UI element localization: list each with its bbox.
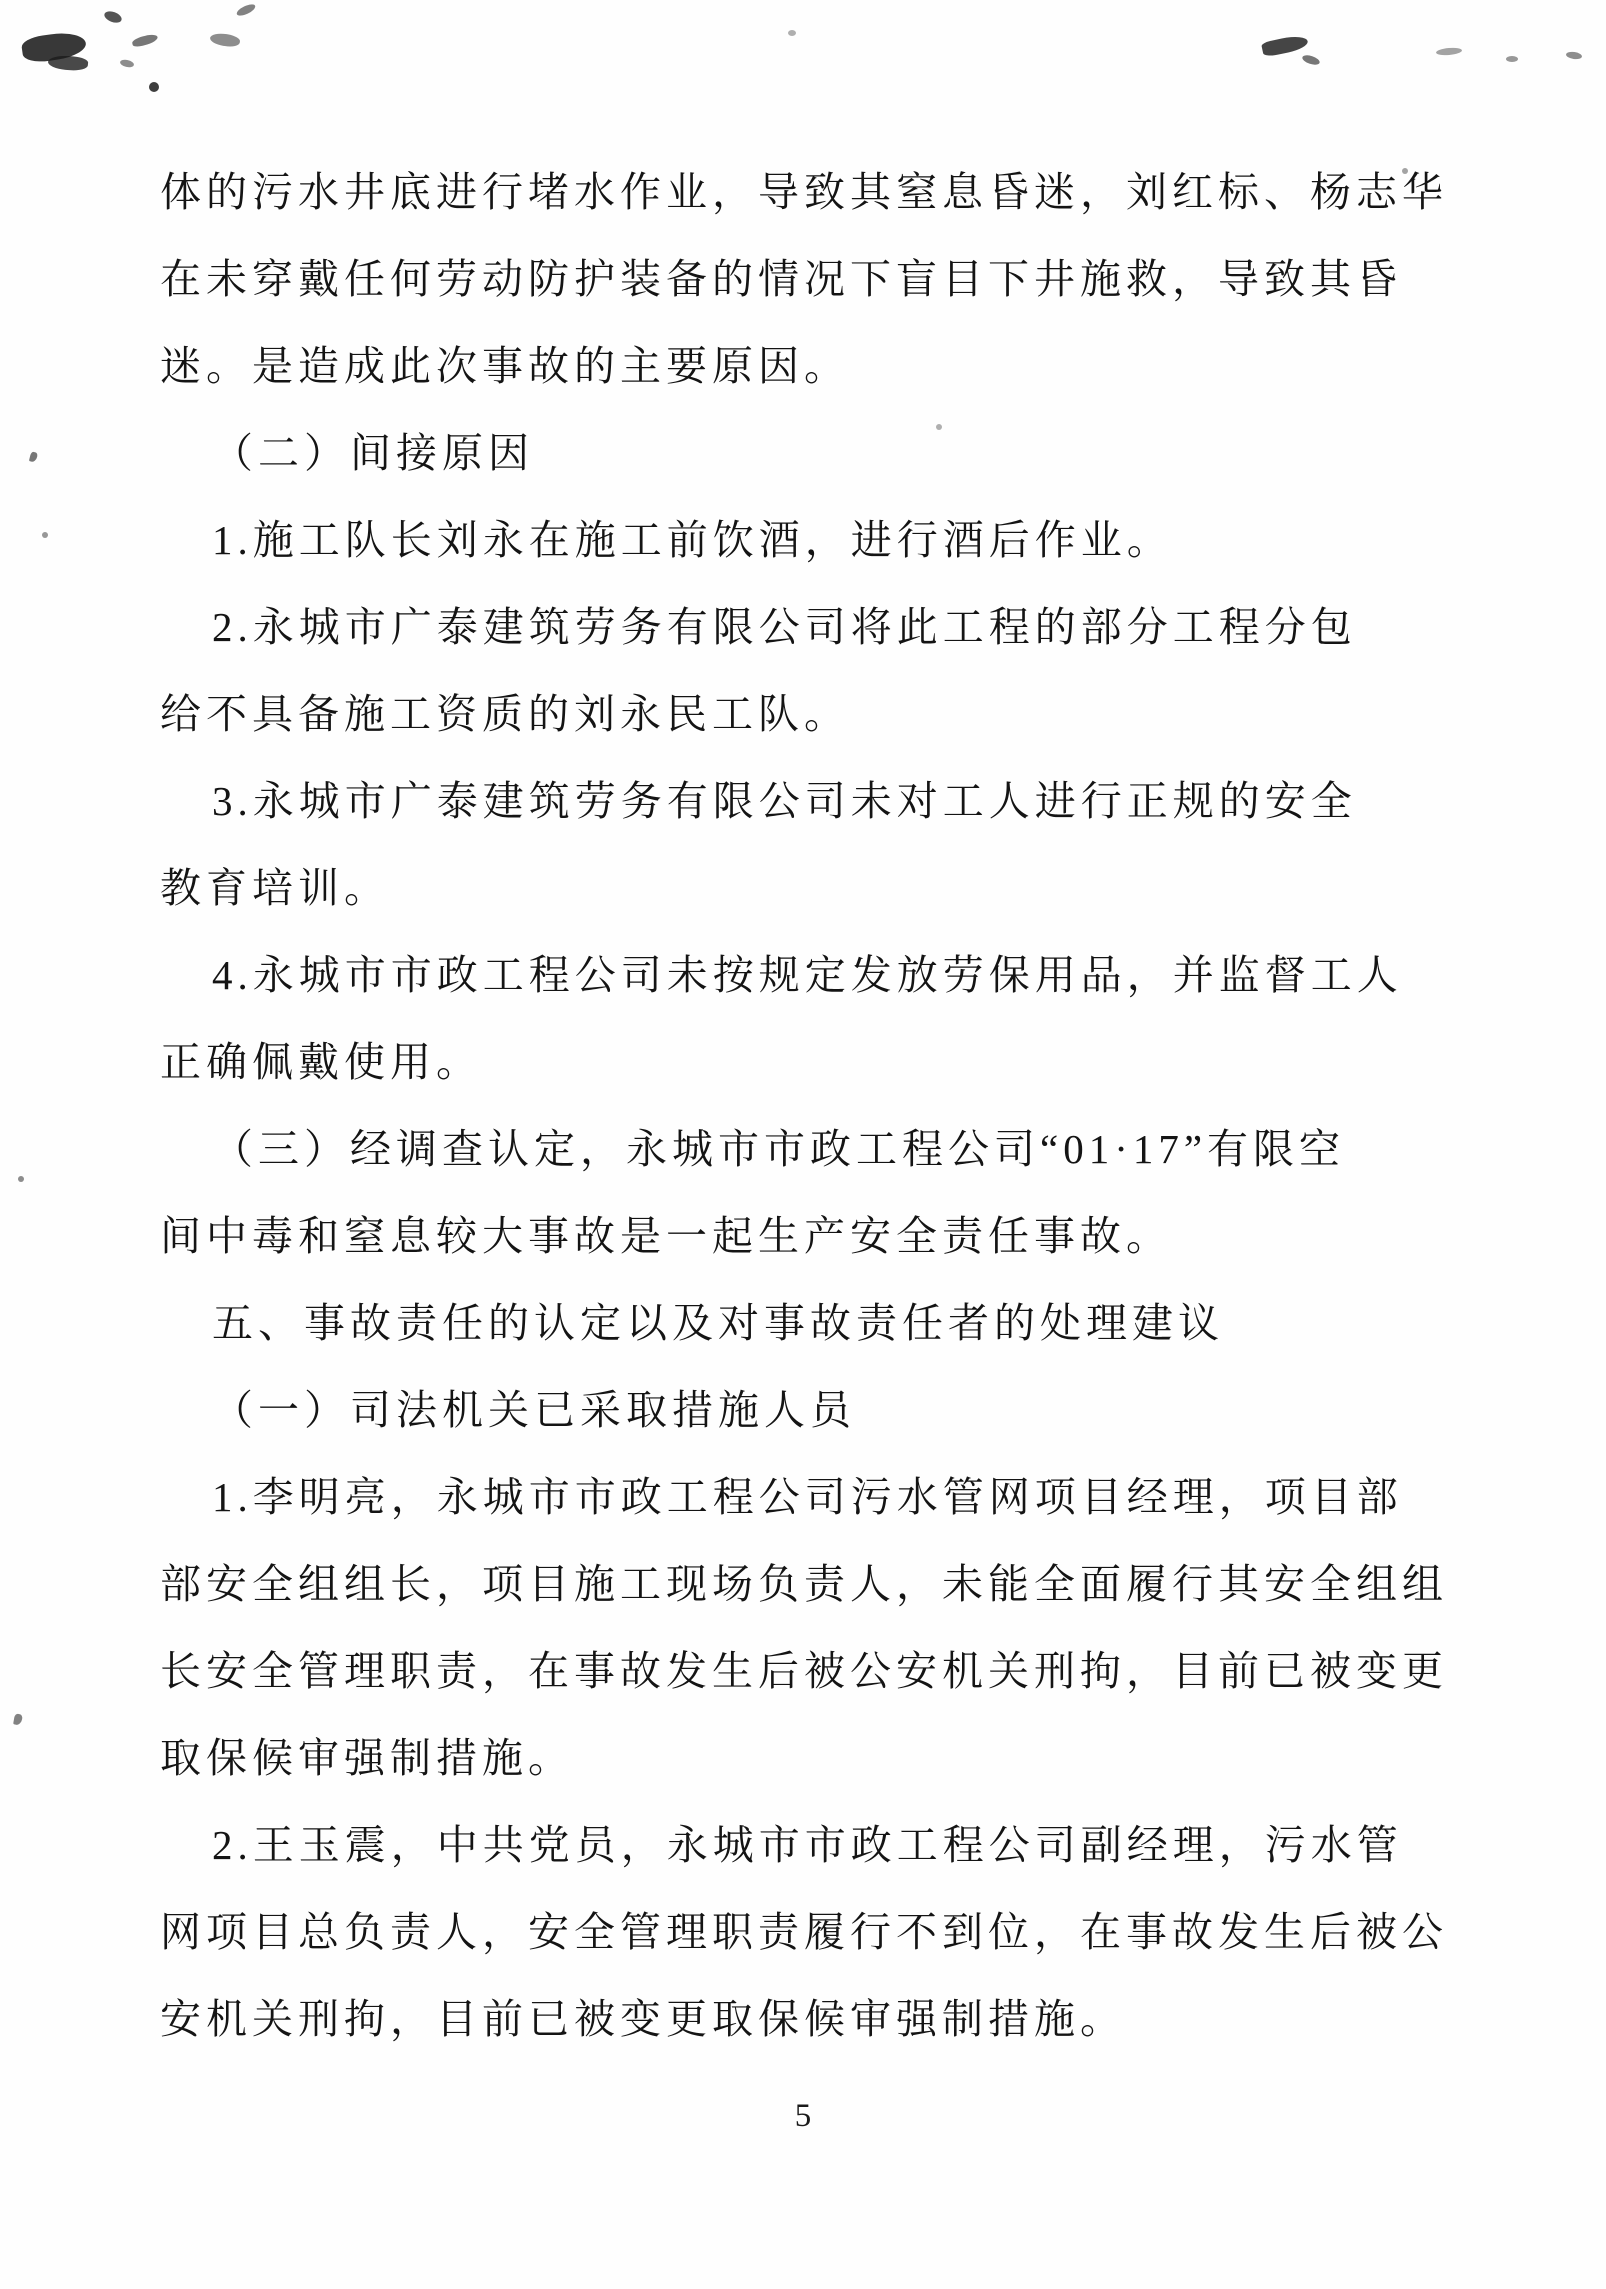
scan-speckle [235, 2, 257, 18]
text-line: 网项目总负责人，安全管理职责履行不到位，在事故发生后被公 [160, 1909, 1448, 1955]
text-line: 间中毒和窒息较大事故是一起生产安全责任事故。 [160, 1213, 1172, 1259]
text-line: 教育培训。 [160, 865, 390, 911]
scan-speckle [18, 1176, 24, 1182]
scan-speckle [149, 82, 159, 92]
text-line: 正确佩戴使用。 [160, 1039, 482, 1085]
text-line: 1.施工队长刘永在施工前饮酒，进行酒后作业。 [212, 517, 1173, 563]
text-line: 长安全管理职责，在事故发生后被公安机关刑拘，目前已被变更 [160, 1648, 1448, 1694]
page-number: 5 [794, 2098, 812, 2134]
scan-speckle [29, 451, 38, 462]
text-line: 3.永城市广泰建筑劳务有限公司未对工人进行正规的安全 [212, 778, 1357, 824]
text-line: 2.王玉震，中共党员，永城市市政工程公司副经理，污水管 [212, 1822, 1403, 1868]
text-line: 1.李明亮，永城市市政工程公司污水管网项目经理，项目部 [212, 1474, 1403, 1520]
scan-speckle [131, 33, 158, 48]
text-line: 在未穿戴任何劳动防护装备的情况下盲目下井施救，导致其昏 [160, 256, 1402, 302]
text-line: 部安全组组长，项目施工现场负责人，未能全面履行其安全组组 [160, 1561, 1448, 1607]
section-heading-indirect-causes: （二）间接原因 [212, 430, 534, 476]
scan-speckle [42, 532, 48, 538]
scan-smudge [21, 30, 88, 65]
text-line: （三）经调查认定，永城市市政工程公司“01·17”有限空 [212, 1126, 1346, 1172]
text-line: 体的污水井底进行堵水作业，导致其窒息昏迷，刘红标、杨志华 [160, 169, 1448, 215]
section-heading-judicial-measures: （一）司法机关已采取措施人员 [212, 1387, 856, 1433]
scan-speckle [13, 1713, 23, 1725]
scan-speckle [1436, 47, 1463, 56]
scan-speckle [788, 30, 796, 36]
scan-speckle [103, 9, 123, 25]
text-line: 4.永城市市政工程公司未按规定发放劳保用品，并监督工人 [212, 952, 1403, 998]
text-line: 取保候审强制措施。 [160, 1735, 574, 1781]
text-line: 给不具备施工资质的刘永民工队。 [160, 691, 850, 737]
text-line: 2.永城市广泰建筑劳务有限公司将此工程的部分工程分包 [212, 604, 1357, 650]
scan-speckle [119, 59, 134, 69]
scan-speckle [209, 32, 241, 49]
scan-speckle [1506, 56, 1518, 62]
scan-speckle [1301, 53, 1321, 66]
scan-smudge [47, 54, 88, 71]
section-heading-responsibility: 五、事故责任的认定以及对事故责任者的处理建议 [212, 1300, 1224, 1346]
scan-speckle [1566, 51, 1583, 60]
text-line: 迷。是造成此次事故的主要原因。 [160, 343, 850, 389]
scan-smudge [1261, 33, 1309, 57]
document-body [160, 149, 1490, 2063]
text-line: 安机关刑拘，目前已被变更取保候审强制措施。 [160, 1996, 1126, 2042]
